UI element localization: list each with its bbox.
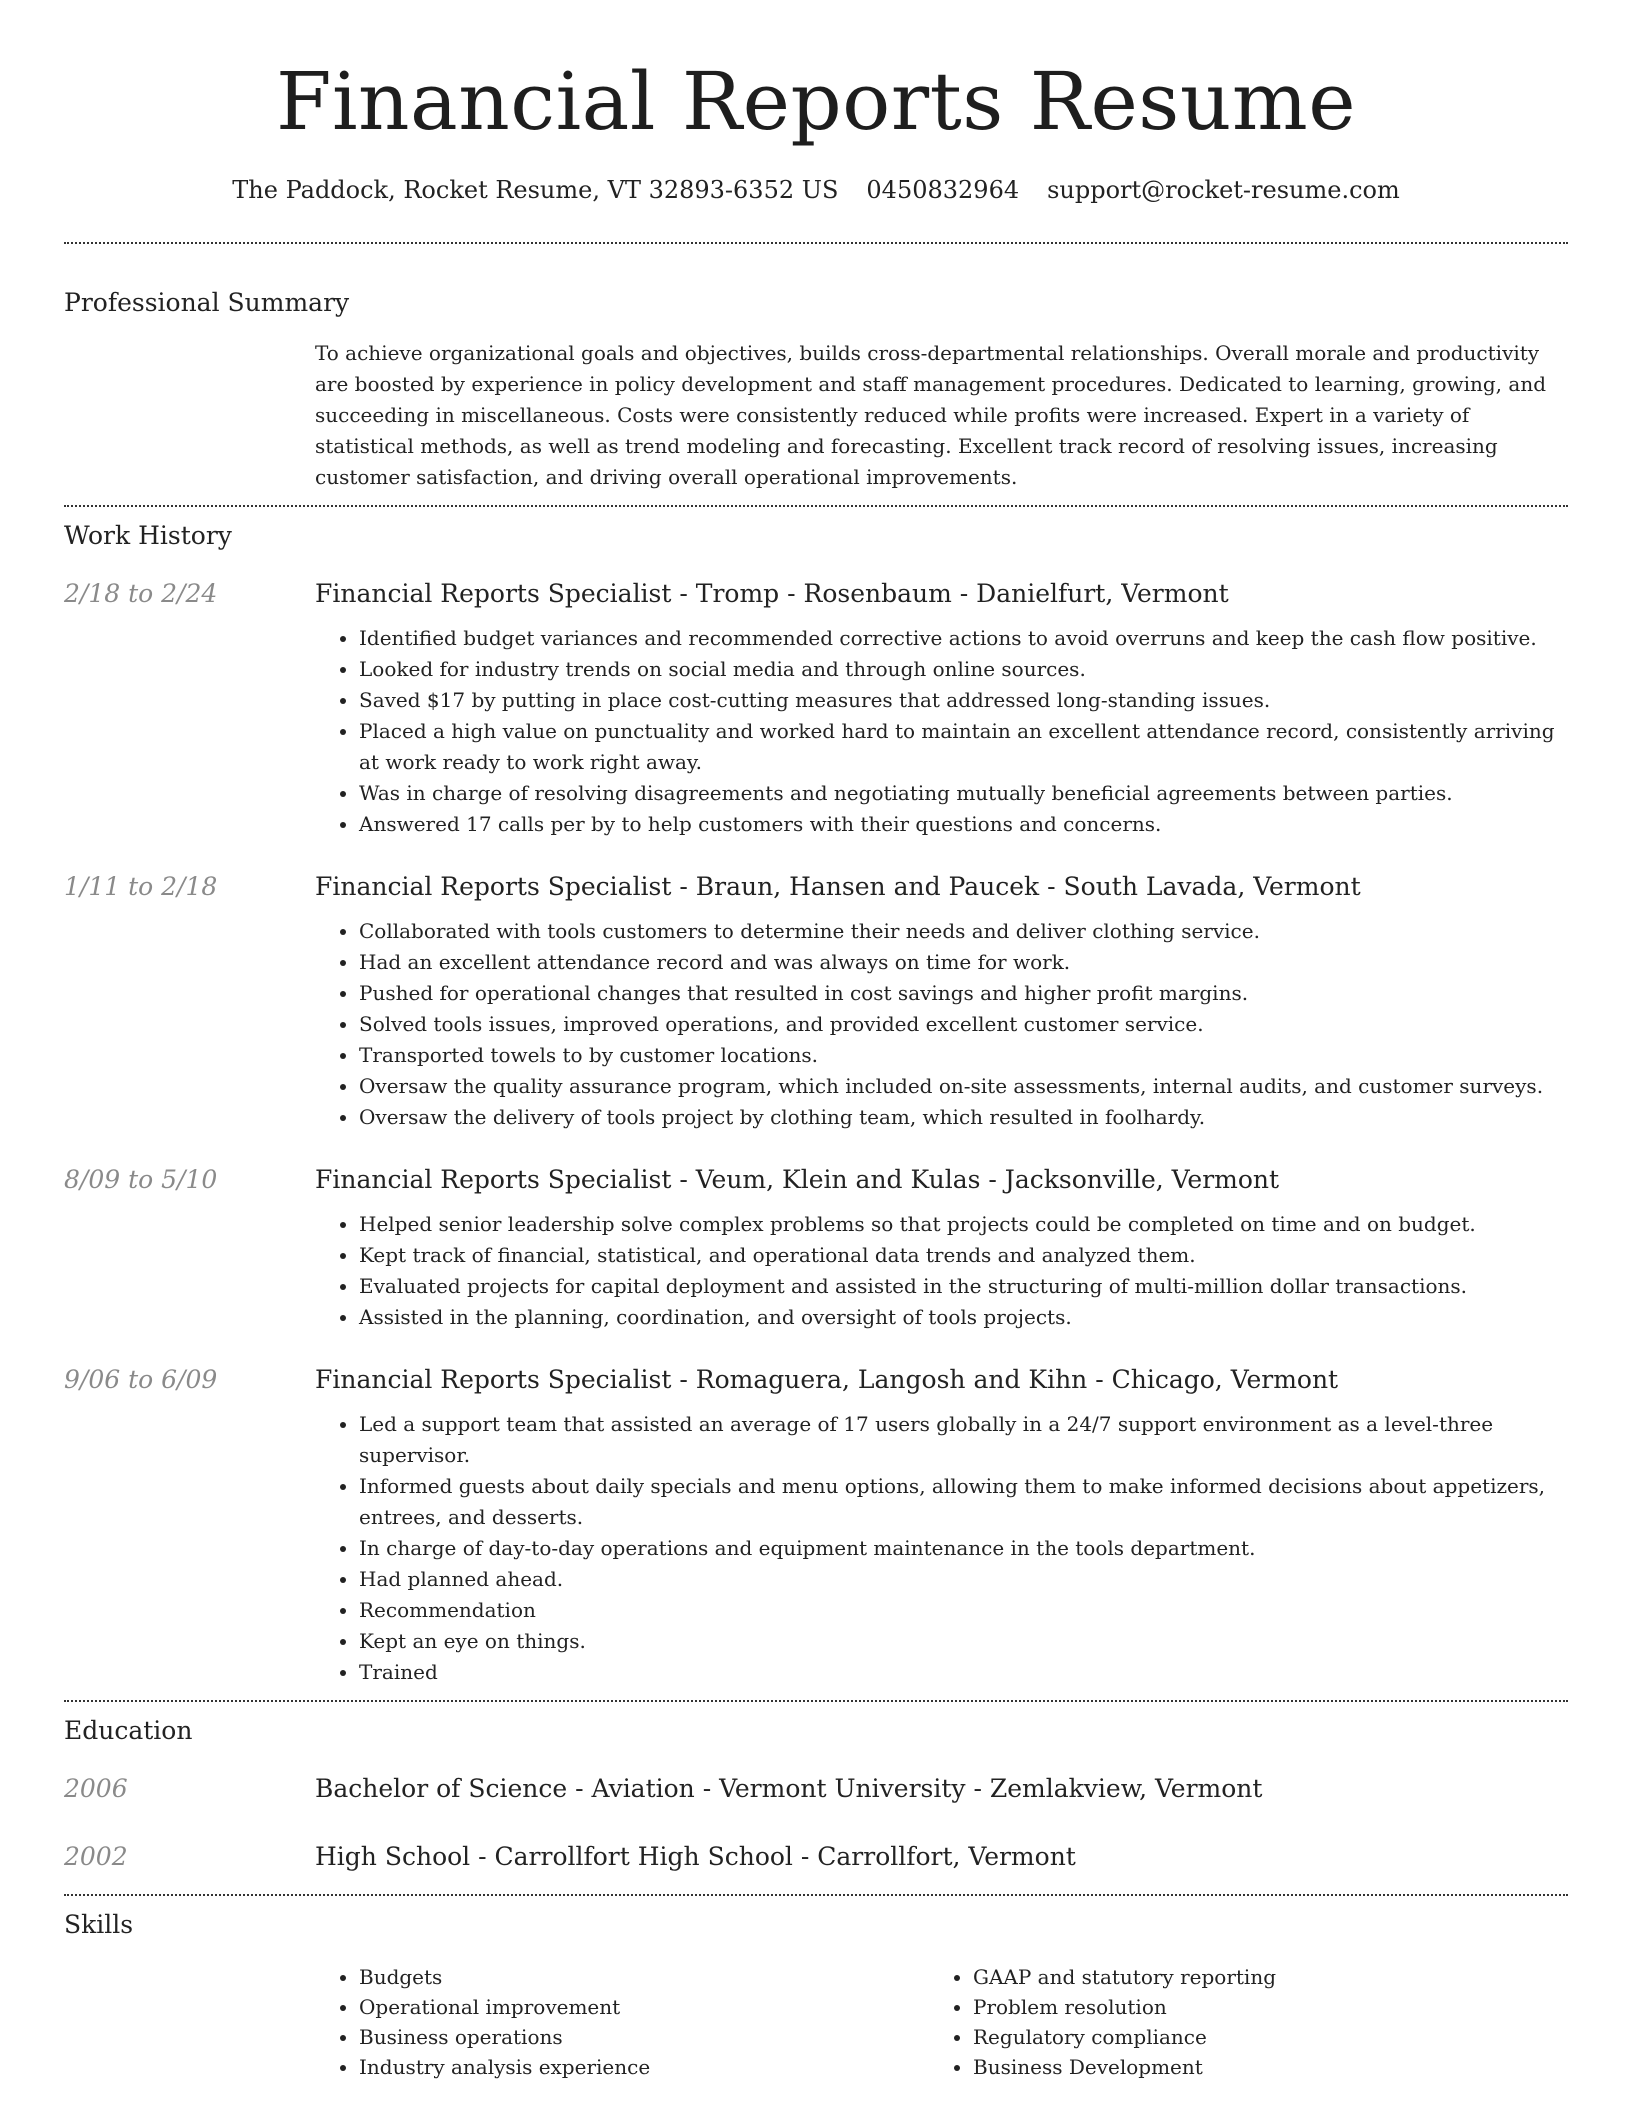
- education-year: 2006: [64, 1774, 128, 1803]
- list-item: • Trained: [359, 1657, 1568, 1688]
- summary-text: To achieve organizational goals and objectives, builds cross-departmental relationships. Overall morale and productivity are boosted by experience in policy development and staff management procedures. Dedicated to learning, growing, and succeeding in miscellaneous. Costs were consistently reduced while profits were increased. Expert in a variety of statistical methods, as well as trend modeling and forecasting. Excellent track record of resolving issues, increasing customer satisfaction, and driving overall operational improvements.: [315, 341, 1547, 489]
- skills-heading: Skills: [64, 1910, 134, 1939]
- list-item: • Kept track of financial, statistical, and operational data trends and analyzed them.: [359, 1240, 1568, 1271]
- resume-title: Financial Reports Resume: [275, 55, 1357, 148]
- list-item: • Informed guests about daily specials and menu options, allowing them to make informed decisions about appetizers, entrees, and desserts.: [359, 1471, 1568, 1533]
- list-item: • Kept an eye on things.: [359, 1626, 1568, 1657]
- work-history-heading: Work History: [64, 521, 232, 550]
- skill-item: • GAAP and statutory reporting: [973, 1962, 1587, 1992]
- job-title: Financial Reports Specialist - Veum, Klein and Kulas - Jacksonville, Vermont: [315, 1165, 1280, 1194]
- list-item: • Evaluated projects for capital deployment and assisted in the structuring of multi-million dollar transactions.: [359, 1271, 1568, 1302]
- list-item: • Was in charge of resolving disagreements and negotiating mutually beneficial agreements between parties.: [359, 778, 1568, 809]
- list-item: • Collaborated with tools customers to determine their needs and deliver clothing service.: [359, 916, 1568, 947]
- job-entry: [64, 577, 1568, 840]
- skill-item: • Business Development: [973, 2052, 1587, 2082]
- job-bullets: [315, 916, 1568, 1133]
- list-item: • Helped senior leadership solve complex problems so that projects could be completed on time and on budget.: [359, 1209, 1568, 1240]
- skill-item: • Business operations: [359, 2022, 929, 2052]
- list-item: • Saved $17 by putting in place cost-cutting measures that addressed long-standing issues.: [359, 685, 1568, 716]
- list-item: • Had planned ahead.: [359, 1564, 1568, 1595]
- skills-column-left: [315, 1962, 929, 2082]
- list-item: • Looked for industry trends on social media and through online sources.: [359, 654, 1568, 685]
- list-item: • Pushed for operational changes that resulted in cost savings and higher profit margins.: [359, 978, 1568, 1009]
- education-year: 2002: [64, 1842, 128, 1871]
- skill-item: • Problem resolution: [973, 1992, 1587, 2022]
- list-item: • Oversaw the delivery of tools project by clothing team, which resulted in foolhardy.: [359, 1102, 1568, 1133]
- job-dates: 9/06 to 6/09: [64, 1365, 218, 1394]
- job-title: Financial Reports Specialist - Romaguera, Langosh and Kihn - Chicago, Vermont: [315, 1365, 1339, 1394]
- education-heading: Education: [64, 1716, 193, 1745]
- contact-address: The Paddock, Rocket Resume, VT 32893-6352 US: [232, 176, 839, 204]
- contact-line: [64, 174, 1568, 206]
- summary-heading: Professional Summary: [64, 288, 350, 317]
- job-entry: [64, 1163, 1568, 1333]
- list-item: • Led a support team that assisted an average of 17 users globally in a 24/7 support environment as a level-three supervisor.: [359, 1409, 1568, 1471]
- job-title: Financial Reports Specialist - Tromp - Rosenbaum - Danielfurt, Vermont: [315, 579, 1229, 608]
- skills-list: [315, 1962, 1587, 2082]
- job-bullets: [315, 1409, 1568, 1688]
- resume-page: [64, 0, 1568, 2082]
- education-degree: Bachelor of Science - Aviation - Vermont University - Zemlakview, Vermont: [315, 1774, 1263, 1803]
- skill-item: • Industry analysis experience: [359, 2052, 929, 2082]
- education-degree: High School - Carrollfort High School - Carrollfort, Vermont: [315, 1842, 1076, 1871]
- education-entry: [64, 1840, 1568, 1874]
- skill-item: • Regulatory compliance: [973, 2022, 1587, 2052]
- list-item: • Transported towels to by customer locations.: [359, 1040, 1568, 1071]
- list-item: • Recommendation: [359, 1595, 1568, 1626]
- education-entry: [64, 1772, 1568, 1806]
- skill-item: • Budgets: [359, 1962, 929, 1992]
- list-item: • Had an excellent attendance record and was always on time for work.: [359, 947, 1568, 978]
- list-item: • Answered 17 calls per by to help customers with their questions and concerns.: [359, 809, 1568, 840]
- job-dates: 2/18 to 2/24: [64, 579, 218, 608]
- skills-column-right: [929, 1962, 1587, 2082]
- list-item: • Oversaw the quality assurance program, which included on-site assessments, internal audits, and customer surveys.: [359, 1071, 1568, 1102]
- list-item: • In charge of day-to-day operations and equipment maintenance in the tools department.: [359, 1533, 1568, 1564]
- contact-email: support@rocket-resume.com: [1047, 176, 1400, 204]
- job-entry: [64, 870, 1568, 1133]
- list-item: • Solved tools issues, improved operations, and provided excellent customer service.: [359, 1009, 1568, 1040]
- list-item: • Placed a high value on punctuality and worked hard to maintain an excellent attendance record, consistently arriving at work ready to work right away.: [359, 716, 1568, 778]
- list-item: • Identified budget variances and recommended corrective actions to avoid overruns and keep the cash flow positive.: [359, 623, 1568, 654]
- job-dates: 8/09 to 5/10: [64, 1165, 218, 1194]
- skill-item: • Operational improvement: [359, 1992, 929, 2022]
- job-bullets: [315, 623, 1568, 840]
- list-item: • Assisted in the planning, coordination, and oversight of tools projects.: [359, 1302, 1568, 1333]
- job-dates: 1/11 to 2/18: [64, 872, 218, 901]
- job-entry: [64, 1363, 1568, 1688]
- contact-phone: 0450832964: [866, 176, 1020, 204]
- job-title: Financial Reports Specialist - Braun, Hansen and Paucek - South Lavada, Vermont: [315, 872, 1361, 901]
- job-bullets: [315, 1209, 1568, 1333]
